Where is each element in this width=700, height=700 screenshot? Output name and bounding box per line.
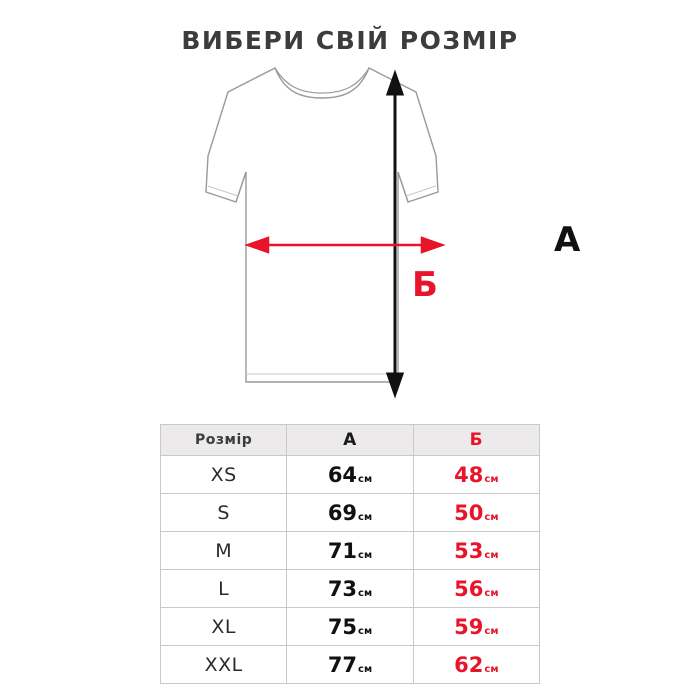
cell-size: XS [161,456,287,494]
cell-size: XXL [161,646,287,684]
cell-b [413,646,539,684]
cell-size: S [161,494,287,532]
table-row [161,494,540,532]
value-a: 69 [327,500,358,525]
unit-a: см [358,511,373,523]
cell-a [287,532,413,570]
value-a: 71 [327,538,358,563]
table-header-row [161,425,540,456]
unit-b: см [484,511,499,523]
t-shirt-outline [206,68,438,382]
cell-b [413,608,539,646]
value-b: 53 [454,538,484,563]
cell-size: XL [161,608,287,646]
cell-size: M [161,532,287,570]
size-table-wrap [160,424,540,684]
cell-a [287,494,413,532]
unit-b: см [484,625,499,637]
size-table-head [161,425,540,456]
cell-b [413,456,539,494]
unit-b: см [484,587,499,599]
unit-a: см [358,473,373,485]
cell-a [287,570,413,608]
cell-b [413,532,539,570]
table-row [161,570,540,608]
size-table-body [161,456,540,684]
table-row [161,608,540,646]
value-a: 75 [327,614,358,639]
cell-size: L [161,570,287,608]
unit-b: см [484,473,499,485]
cell-b [413,494,539,532]
cell-a [287,456,413,494]
tshirt-diagram [150,60,581,405]
table-row [161,456,540,494]
cell-a [287,608,413,646]
unit-a: см [358,663,373,675]
label-b: Б [412,265,438,305]
value-a: 64 [327,462,358,487]
cell-a [287,646,413,684]
value-b: 56 [454,576,484,601]
page-title: ВИБЕРИ СВІЙ РОЗМІР [181,26,519,55]
value-b: 62 [454,652,484,677]
label-a: А [554,220,581,260]
unit-a: см [358,549,373,561]
value-b: 59 [454,614,484,639]
value-a: 77 [327,652,358,677]
table-row [161,646,540,684]
header-size: Розмір [161,425,287,456]
value-b: 48 [454,462,484,487]
unit-b: см [484,549,499,561]
header-a: А [287,425,413,456]
value-a: 73 [327,576,358,601]
size-table [160,424,540,684]
header-b: Б [413,425,539,456]
unit-a: см [358,587,373,599]
tshirt-outline-svg [150,60,550,405]
cell-b [413,570,539,608]
unit-b: см [484,663,499,675]
unit-a: см [358,625,373,637]
value-b: 50 [454,500,484,525]
table-row [161,532,540,570]
